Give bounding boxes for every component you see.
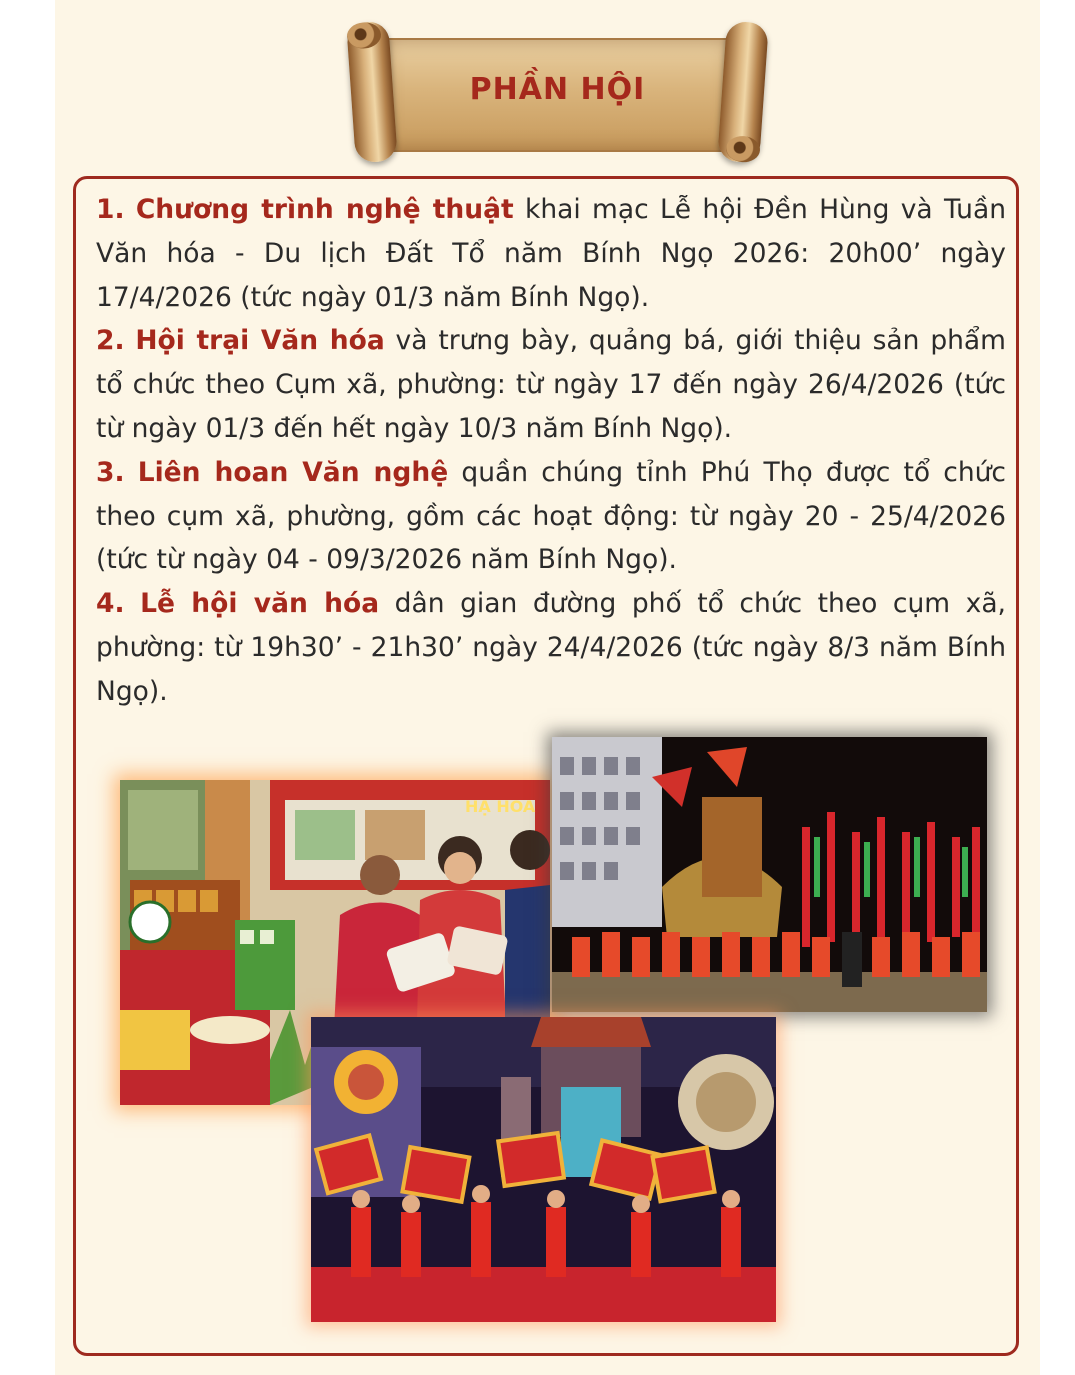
scroll-curl [725,135,761,163]
item-number: 4. [96,588,125,620]
item-heading: Liên hoan Văn nghệ [137,456,449,488]
scroll-curl [346,21,382,49]
item-heading: Lễ hội văn hóa [140,588,380,620]
item-number: 1. [96,194,125,225]
scroll-banner [345,18,770,163]
item-text: dân gian đường phố tổ chức theo cụm xã, phường: từ 19h30’ - 21h30’ ngày 24/4/2026 (tức ngày 8/3 năm Bính Ngọ). [96,588,1006,707]
photo-stage-performance [311,1017,776,1322]
list-item [96,451,1006,582]
section-title: PHẦN HỘI [469,72,646,107]
list-item [96,188,1006,319]
item-number: 3. [96,456,125,488]
list-item [96,582,1006,713]
item-text: và trưng bày, quảng bá, giới thiệu sản phẩm tổ chức theo Cụm xã, phường: từ ngày 17 đến ngày 26/4/2026 (tức từ ngày 01/3 đến hết ngày 10/3 năm Bính Ngọ). [96,325,1006,444]
item-text: quần chúng tỉnh Phú Thọ được tổ chức theo cụm xã, phường, gồm các hoạt động: từ ngày 20 - 25/4/2026 (tức từ ngày 04 - 09/3/2026 năm Bính Ngọ). [96,456,1006,576]
list-item [96,319,1006,450]
item-heading: Hội trại Văn hóa [135,325,385,357]
booth-sign-text: HẠ HOA [465,797,536,816]
item-text: khai mạc Lễ hội Đền Hùng và Tuần Văn hóa - Du lịch Đất Tổ năm Bính Ngọ 2026: 20h00’ ngày 17/4/2026 (tức ngày 01/3 năm Bính Ngọ). [96,194,1006,313]
schedule-list [96,188,1006,714]
item-heading: Chương trình nghệ thuật [135,194,514,225]
item-number: 2. [96,325,125,357]
photo-night-parade [552,737,987,1012]
